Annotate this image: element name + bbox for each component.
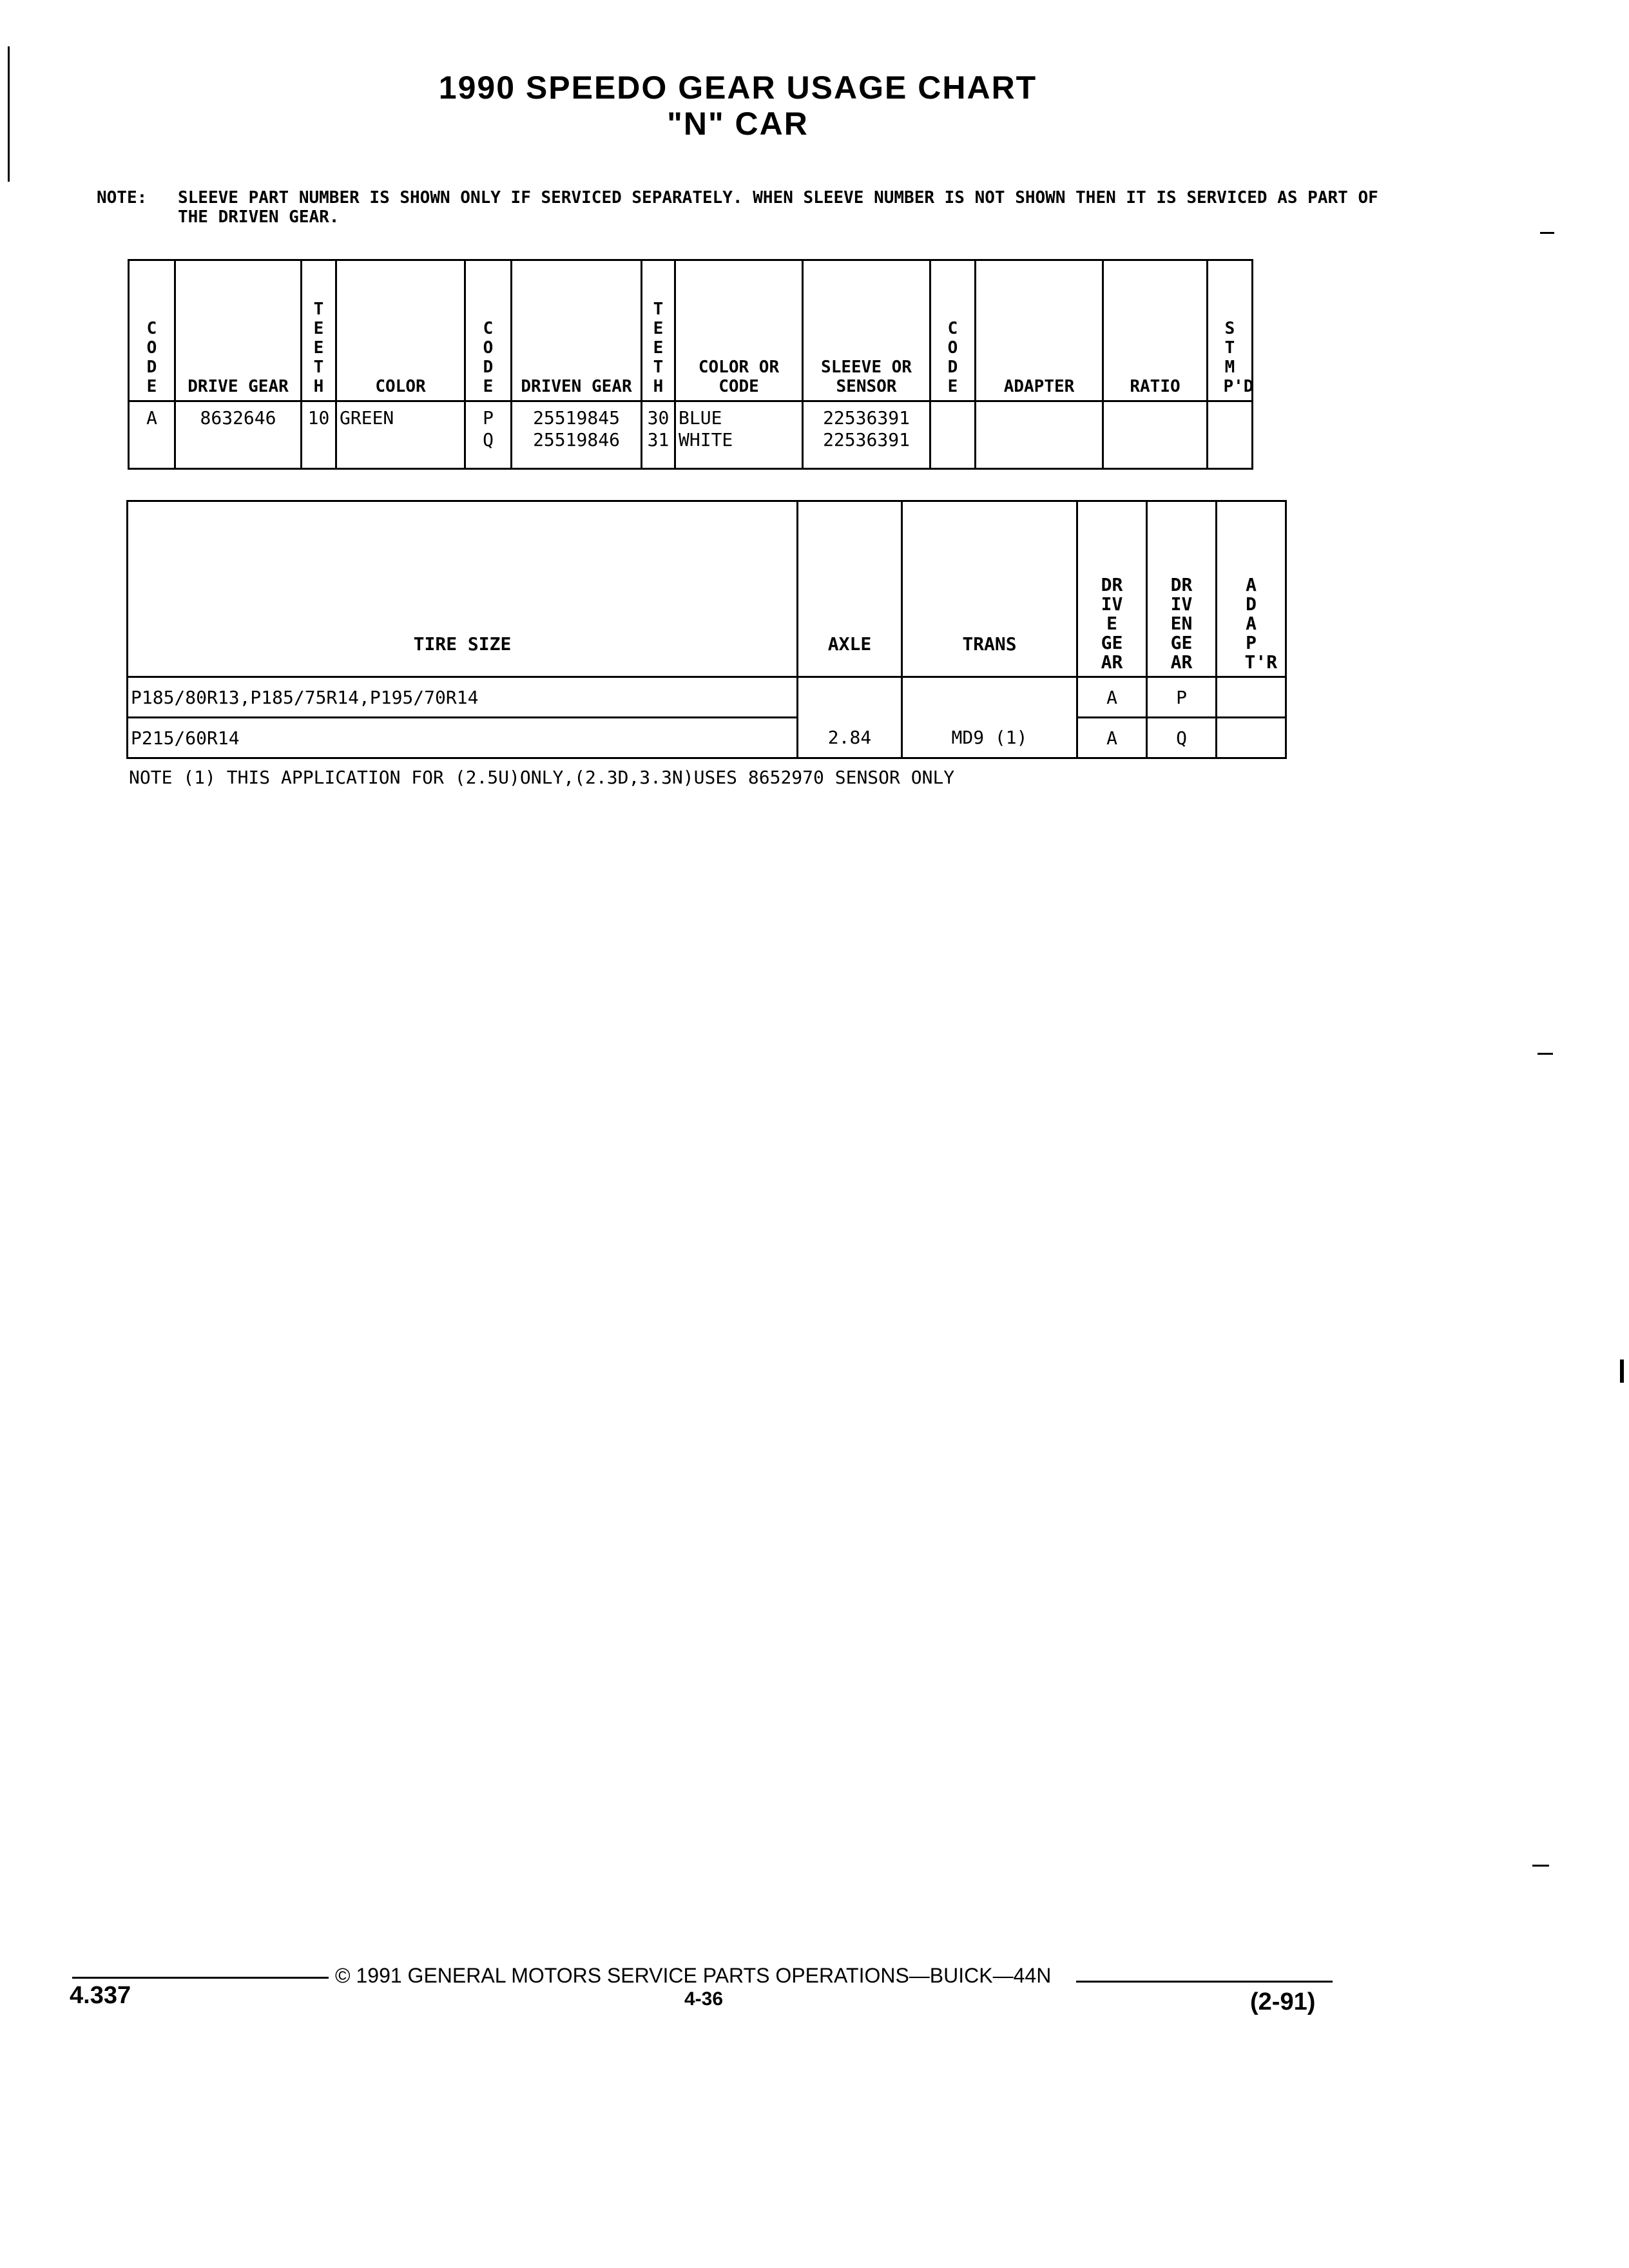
footer-rule-right [1076,1981,1333,1983]
scan-mark-right-1 [1540,232,1554,234]
table-row [128,718,1286,758]
header-teeth: TEETH [302,260,336,401]
header-ratio: RATIO [1103,260,1208,401]
header-drive-gear: DRIVE GEAR [175,260,302,401]
cell-drive: A [1077,677,1147,718]
header-adapter: ADAPTER [976,260,1103,401]
cell-stmpd [1208,401,1253,469]
cell-driven-teeth: 30 31 [642,401,675,469]
cell-driven-code: P Q [465,401,512,469]
header-trans: TRANS [902,501,1077,677]
scan-mark-right-4 [1532,1865,1549,1867]
cell-driven: P [1147,677,1217,718]
header-sleeve-or-sensor: SLEEVE OR SENSOR [803,260,930,401]
cell-driven-gear: 25519845 25519846 [512,401,642,469]
cell-code-2 [930,401,976,469]
header-code: CODE [129,260,175,401]
footer-page-right: (2-91) [1250,1988,1316,2015]
scan-mark-right-2 [1537,1053,1553,1055]
note-top-text: SLEEVE PART NUMBER IS SHOWN ONLY IF SERVICED SEPARATELY. WHEN SLEEVE NUMBER IS NOT SHOWN THEN IT IS SERVICED AS PART OF THE DRIVEN GEAR. [178,188,1378,227]
tire-table [126,500,1287,759]
header-code-2: CODE [930,260,976,401]
cell-adapt [1217,718,1286,758]
tire-table-header [128,501,1286,677]
cell-adapter [976,401,1103,469]
cell-axle [798,677,902,718]
table-row [128,677,1286,718]
header-driven-gear: DRIVEN GEAR [512,260,642,401]
title-line-1: 1990 SPEEDO GEAR USAGE CHART [438,70,1037,106]
cell-axle: 2.84 [798,718,902,758]
header-driven-code: CODE [465,260,512,401]
footer-rule-left [72,1977,329,1979]
cell-adapt [1217,677,1286,718]
cell-code: A [129,401,175,469]
cell-teeth: 10 [302,401,336,469]
header-axle: AXLE [798,501,902,677]
header-stmpd: STMP'D [1208,260,1253,401]
cell-color: GREEN [336,401,465,469]
cell-tire-size: P185/80R13,P185/75R14,P195/70R14 [128,677,798,718]
header-adapter-2: ADAPT'R [1217,501,1286,677]
header-tire-size: TIRE SIZE [128,501,798,677]
cell-driven-color: BLUE WHITE [675,401,803,469]
cell-tire-size: P215/60R14 [128,718,798,758]
header-driven-gear-2: DRIVEN GEAR [1147,501,1217,677]
header-color-or-code: COLOR OR CODE [675,260,803,401]
note-top-label: NOTE: [97,188,148,207]
title-line-2: "N" CAR [667,106,809,142]
page-title [0,70,1476,142]
cell-sleeve: 22536391 22536391 [803,401,930,469]
cell-driven: Q [1147,718,1217,758]
footer-page-center: 4-36 [684,1988,724,2010]
cell-trans [902,677,1077,718]
cell-drive-gear: 8632646 [175,401,302,469]
gear-table-header [129,260,1253,401]
cell-trans: MD9 (1) [902,718,1077,758]
table-row [129,401,1253,469]
cell-ratio [1103,401,1208,469]
scan-mark-right-3 [1620,1360,1624,1383]
footer-copyright: © 1991 GENERAL MOTORS SERVICE PARTS OPERATIONS—BUICK—44N [335,1964,1052,1987]
note-bottom: NOTE (1) THIS APPLICATION FOR (2.5U)ONLY,(2.3D,3.3N)USES 8652970 SENSOR ONLY [129,767,955,788]
footer-page-left: 4.337 [70,1982,131,2009]
header-color: COLOR [336,260,465,401]
header-driven-teeth: TEETH [642,260,675,401]
gear-table [128,259,1253,470]
cell-drive: A [1077,718,1147,758]
header-drive-gear-2: DRIVE GEAR [1077,501,1147,677]
